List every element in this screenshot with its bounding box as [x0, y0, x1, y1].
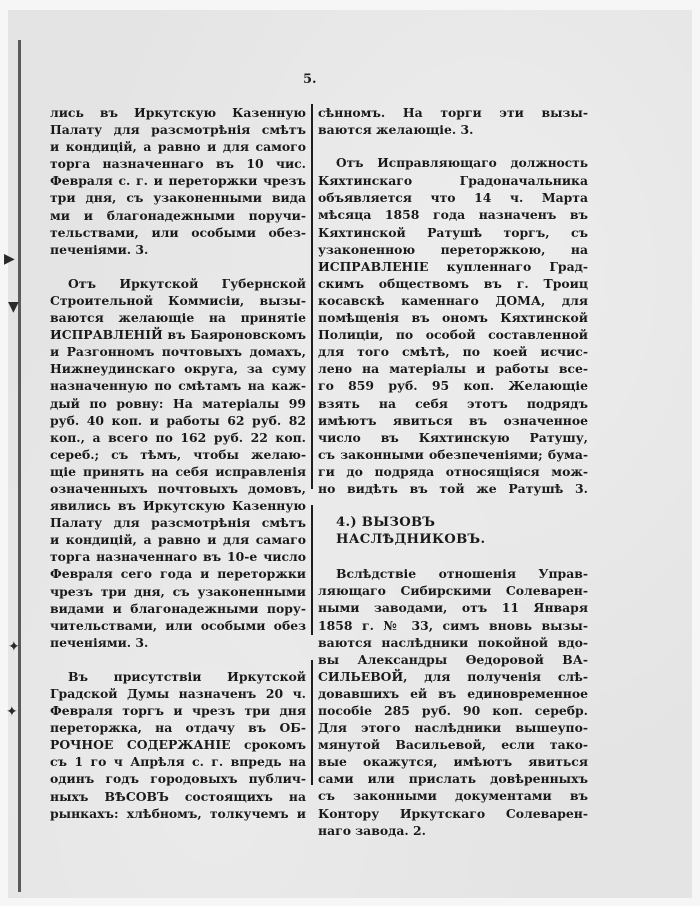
text-line: Февраля торгъ и чрезъ три дня [50, 703, 306, 719]
binding-stitch-icon: ▶ [4, 251, 15, 267]
text-line: видами и благонадежными пору- [50, 600, 306, 616]
text-line: Контору Иркутскаго Солеварен- [318, 805, 588, 821]
text-line: для того смѣтѣ, по коей исчис- [318, 344, 588, 360]
text-line: объявляется что 14 ч. Марта [318, 190, 588, 206]
text-line: мянутой Васильевой, если тако- [318, 737, 588, 753]
text-line: печеніями. 3. [50, 241, 149, 257]
text-line: ИСПРАВЛЕНІЕ купленнаго Град- [318, 258, 588, 274]
text-line: Нижнеудинскаго округа, за суму [50, 361, 306, 377]
text-line: помѣщенія въ ономъ Кяхтинской [318, 310, 588, 326]
binding-stitch-icon: ▼ [8, 299, 19, 315]
text-line: ИСПРАВЛЕНІЙ въ Баяроновскомъ [50, 327, 306, 343]
text-line: одинъ годъ городовыхъ публич- [50, 771, 306, 787]
text-line: РОЧНОЕ СОДЕРЖАНІЕ срокомъ [50, 737, 306, 753]
section-heading-heirs: 4.) ВЫЗОВЪ НАСЛѢДНИКОВЪ. [336, 515, 486, 548]
text-line: явились въ Иркутскую Казенную [50, 498, 306, 514]
text-line: ми и благонадежными поручи- [50, 207, 306, 223]
text-line: и кондицій, а равно и для самого [50, 139, 306, 155]
text-line: съ 1 го ч Апрѣля с. г. впредь на [50, 754, 306, 770]
text-line: Строительной Коммисіи, вызы- [50, 292, 306, 308]
text-line: сами или прислать довѣренныхъ [318, 771, 588, 787]
text-line: Градской Думы назначенъ 20 ч. [50, 686, 306, 701]
text-line: взять на себя этотъ подрядъ [318, 395, 588, 411]
text-line: вы Александры Ѳедоровой ВА- [318, 651, 588, 667]
text-line: рынкахъ: хлѣбномъ, толкучемъ и [50, 805, 306, 821]
text-line: СИЛЬЕВОЙ, для полученія слѣ- [318, 668, 588, 684]
text-line: лено на матеріалы и работы все- [318, 361, 588, 377]
text-line: число въ Кяхтинскую Ратушу, [318, 429, 588, 445]
text-line: мѣсяца 1858 года назначенъ въ [318, 207, 588, 223]
text-line: Для этого наслѣдники вышеупо- [318, 720, 588, 736]
text-line: чительствами, или особыми обез [50, 617, 306, 633]
binding-edge [18, 40, 21, 892]
text-line: лись въ Иркутскую Казенную [50, 105, 306, 120]
text-line: Отъ Исправляющаго должность [336, 156, 588, 171]
text-line: съ законными документами въ [318, 788, 588, 804]
text-line: Полиціи, по особой составленной [318, 327, 588, 343]
text-line: го 859 руб. 95 коп. Желающіе [318, 378, 588, 394]
right-column [318, 104, 588, 839]
text-line: Кяхтинской Ратушѣ торгъ, съ [318, 224, 588, 240]
text-line: печеніями. 3. [50, 634, 149, 650]
notice-kyakhta-house-repair [318, 155, 588, 497]
left-column [50, 104, 306, 822]
text-line: Февраля сего года и переторжки [50, 566, 306, 582]
notice-continued-hay-market [318, 104, 588, 138]
column-divider [311, 660, 313, 785]
text-line: вые окажутся, имѣютъ явиться [318, 754, 588, 770]
text-line: означенныхъ почтовыхъ домовъ, [50, 480, 306, 496]
notice-city-duma-scales [50, 668, 306, 822]
page-number: 5. [303, 72, 317, 87]
text-line: ляющаго Сибирскими Солеварен- [318, 583, 588, 599]
text-line: щіе принять на себя исправленія [50, 463, 306, 479]
text-line: скимъ обществомъ въ г. Троиц [318, 275, 588, 291]
text-line: 1858 г. № 33, симъ вновь вызы- [318, 617, 588, 633]
text-line: Отъ Иркутской Губернской [68, 275, 306, 291]
text-line: косавскѣ каменнаго ДОМА, для [318, 292, 588, 308]
text-line: и кондицій, а равно и для самаго [50, 532, 306, 548]
column-divider [311, 344, 313, 489]
text-line: съ законными обезпеченіями; бума- [318, 446, 588, 462]
text-line: имѣютъ явиться въ означенное [318, 412, 588, 428]
text-line: сереб.; съ тѣмъ, чтобы желаю- [50, 446, 306, 462]
text-line: Палату для разсмотрѣнія смѣтъ [50, 515, 306, 531]
text-line: Февраля с. г. и переторжки чрезъ [50, 173, 306, 189]
binding-stitch-icon: ✦ [8, 639, 20, 655]
text-line: Палату для разсмотрѣнія смѣтъ [50, 122, 306, 138]
text-line: ными заводами, отъ 11 Января [318, 600, 588, 616]
text-line: ваются желающіе. 3. [318, 122, 474, 138]
text-line: торга назначеннаго въ 10 чис. [50, 156, 306, 172]
text-line: Вслѣдствіе отношенія Управ- [336, 566, 588, 582]
text-line: руб. 40 коп. и работы 62 руб. 82 [50, 412, 306, 428]
text-line: чрезъ три дня, съ узаконенными [50, 583, 306, 599]
column-divider [311, 104, 313, 342]
text-line: назначенную по смѣтамъ на каж- [50, 378, 306, 394]
text-line: но видѣть въ той же Ратушѣ 3. [318, 480, 588, 496]
notice-continued-kazennaya-palata [50, 104, 306, 258]
text-line: узаконенною переторжкою, на [318, 241, 588, 257]
text-line: и Разгонномъ почтовыхъ домахъ, [50, 344, 306, 360]
text-line: переторжка, на отдачу въ ОБ- [50, 720, 306, 736]
text-line: Кяхтинскаго Градоначальника [318, 173, 588, 189]
text-line: торга назначеннаго въ 10-е число [50, 549, 306, 565]
binding-stitch-icon: ✦ [6, 704, 18, 720]
text-line: коп., а всего по 162 руб. 22 коп. [50, 429, 306, 445]
text-line: пособіе 285 руб. 90 коп. серебр. [318, 703, 588, 718]
text-line: дый по ровну: На матеріалы 99 [50, 395, 306, 411]
text-line: довавшихъ ей въ единовременное [318, 685, 588, 701]
text-line: ваются наслѣдники покойной вдо- [318, 634, 588, 650]
text-line: сѣнномъ. На торги эти вызы- [318, 105, 588, 120]
text-line: тельствами, или особыми обез- [50, 224, 306, 240]
text-line: наго завода. 2. [318, 822, 426, 838]
column-divider [311, 505, 313, 635]
text-line: три дня, съ узаконенными вида [50, 190, 306, 206]
notice-building-commission [50, 275, 306, 651]
text-line: ваются желающіе на принятіе [50, 310, 306, 326]
text-line: ги до подряда относящіяся мож- [318, 463, 588, 479]
text-line: Въ присутствіи Иркутской [68, 668, 306, 684]
notice-heirs-vasilyeva [318, 565, 588, 839]
text-line: ныхъ ВѢСОВЪ состоящихъ на [50, 788, 306, 804]
